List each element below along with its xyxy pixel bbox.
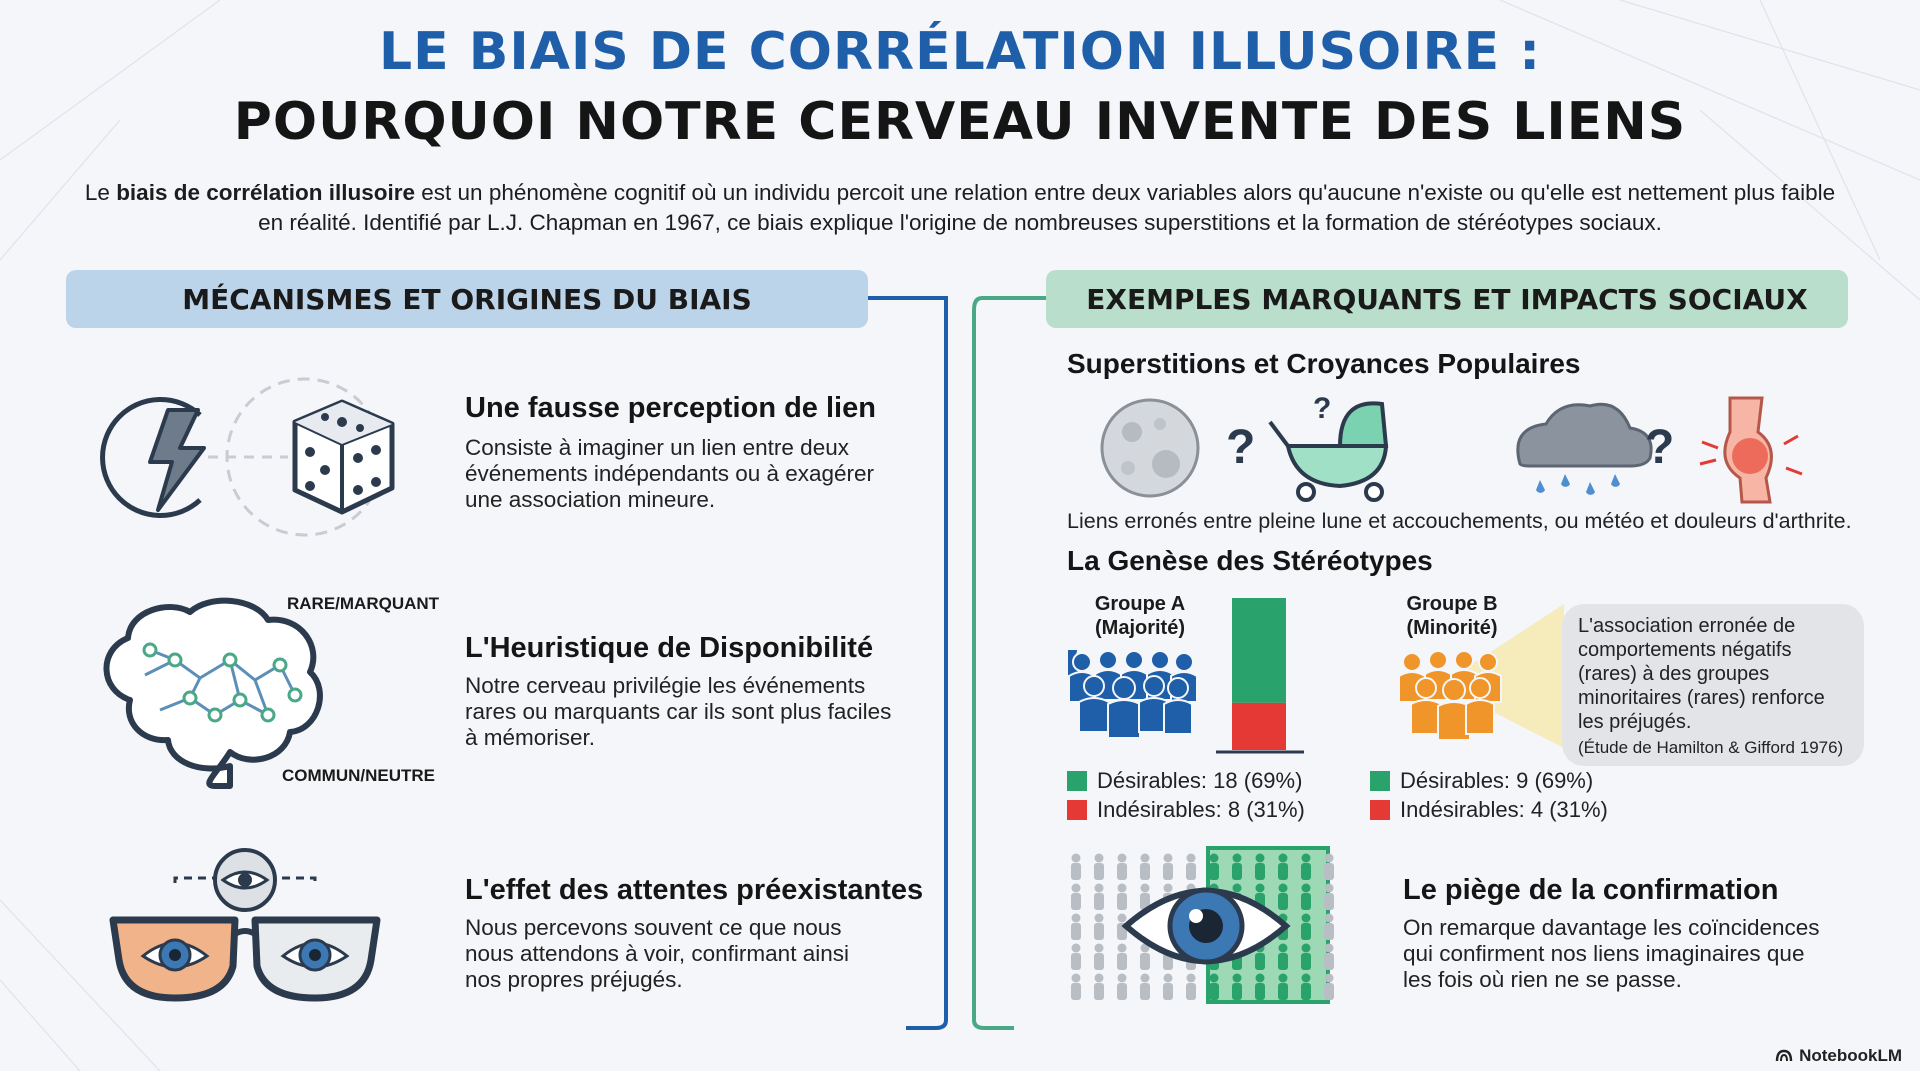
person-figure: [1255, 854, 1265, 881]
glasses-icon: [105, 848, 385, 1008]
person-figure: [1232, 854, 1242, 881]
question-mark-1: ?: [1226, 421, 1256, 474]
superstitions-illustration: [1090, 392, 1810, 504]
group-b-label-line2: (Minorité): [1406, 617, 1498, 639]
item1-text: Consiste à imaginer un lien entre deux événements indépendants ou à exagérer une association mineure.: [465, 435, 875, 512]
group-b-legend-undesirable: [1370, 797, 1608, 823]
bar-desirable: [1232, 598, 1286, 703]
person-figure: [1232, 974, 1242, 1001]
person-figure: [1117, 944, 1127, 971]
bar-undesirable: [1232, 703, 1286, 750]
person-figure: [1094, 974, 1104, 1001]
person-figure: [1071, 974, 1081, 1001]
group-a-desirable-text: Désirables: 18 (69%): [1097, 768, 1303, 793]
person-figure: [1140, 944, 1150, 971]
person-figure: [1278, 944, 1288, 971]
intro-bold-term: biais de corrélation illusoire: [116, 180, 416, 205]
legend-swatch-red: [1067, 800, 1087, 820]
person-figure: [1094, 884, 1104, 911]
item2-title: L'Heuristique de Disponibilité: [465, 632, 874, 664]
group-b-legend-desirable: [1370, 768, 1593, 794]
person-figure: [1301, 944, 1311, 971]
group-a-legend-undesirable: [1067, 797, 1305, 823]
section-header-examples-label: EXEMPLES MARQUANTS ET IMPACTS SOCIAUX: [1086, 282, 1808, 316]
rain-cloud-icon: [1518, 404, 1651, 495]
person-figure: [1324, 884, 1334, 911]
group-b-desirable-text: Désirables: 9 (69%): [1400, 768, 1594, 793]
person-figure: [1324, 974, 1334, 1001]
lightning-dice-illustration: [80, 370, 410, 540]
dice-icon: [295, 402, 392, 512]
person-figure: [1117, 974, 1127, 1001]
notebooklm-icon: [1775, 1049, 1793, 1063]
person-figure: [1301, 884, 1311, 911]
legend-swatch-green: [1067, 771, 1087, 791]
brain-label-common: COMMUN/NEUTRE: [282, 766, 435, 785]
item3-text: Nous percevons souvent ce que nous nous attendons à voir, confirmant ainsi nos propres préjugés.: [465, 915, 849, 992]
item2-text: Notre cerveau privilégie les événements rares ou marquants car ils sont plus faciles à mémoriser.: [465, 673, 892, 750]
person-figure: [1324, 854, 1334, 881]
intro-text-rest: est un phénomène cognitif où un individu percoit une relation entre deux variables alors qu'aucune n'existe ou qu'elle est nettement plus faible en réalité. Identifié par L.J. Chapman en 1967, ce biais explique l'origine de nombreuses superstitions et la formation de stéréotypes sociaux.: [258, 180, 1836, 235]
group-a-undesirable-text: Indésirables: 8 (31%): [1097, 797, 1305, 822]
group-a-label-line1: Groupe A: [1094, 593, 1186, 615]
page-title-line2: POURQUOI NOTRE CERVEAU INVENTE DES LIENS: [233, 92, 1687, 152]
person-figure: [1186, 854, 1196, 881]
person-figure: [1071, 914, 1081, 941]
person-figure: [1301, 974, 1311, 1001]
brand-logo: [1775, 1046, 1902, 1066]
confirmation-eye-illustration: [1066, 846, 1356, 1006]
group-a-label: [1070, 592, 1210, 640]
person-figure: [1186, 974, 1196, 1001]
person-figure: [1117, 854, 1127, 881]
stereotype-callout: [1562, 604, 1864, 766]
person-figure: [1278, 974, 1288, 1001]
stereotypes-title: La Genèse des Stéréotypes: [1067, 545, 1433, 576]
person-figure: [1140, 854, 1150, 881]
confirmation-title: Le piège de la confirmation: [1403, 874, 1779, 906]
intro-text-start: Le: [84, 180, 117, 205]
item1-title: Une fausse perception de lien: [465, 392, 876, 424]
brand-name: NotebookLM: [1799, 1046, 1902, 1065]
question-mark-2: ?: [1313, 392, 1332, 425]
person-figure: [1278, 854, 1288, 881]
section-header-mechanisms: [66, 270, 868, 328]
person-figure: [1163, 974, 1173, 1001]
person-figure: [1117, 884, 1127, 911]
knee-pain-icon: [1700, 398, 1802, 502]
person-figure: [1301, 854, 1311, 881]
legend-swatch-red: [1370, 800, 1390, 820]
person-figure: [1094, 914, 1104, 941]
person-figure: [1094, 854, 1104, 881]
person-figure: [1094, 944, 1104, 971]
section-header-examples: [1046, 270, 1848, 328]
callout-text: L'association erronée de comportements négatifs (rares) à des groupes minoritaires (rares) renforce les préjugés.: [1578, 615, 1825, 733]
eye-icon: [215, 850, 275, 910]
brain-icon: [90, 590, 330, 790]
person-figure: [1140, 974, 1150, 1001]
stereotypes-bar-chart: [1212, 596, 1308, 756]
section-header-mechanisms-label: MÉCANISMES ET ORIGINES DU BIAIS: [182, 282, 752, 316]
person-figure: [1071, 854, 1081, 881]
lightning-icon: [103, 400, 204, 516]
section-divider-brackets-green: [960, 290, 1070, 1030]
person-figure: [1071, 944, 1081, 971]
person-figure: [1071, 884, 1081, 911]
person-figure: [1324, 914, 1334, 941]
question-mark-3: ?: [1645, 421, 1675, 474]
group-a-label-line2: (Majorité): [1095, 617, 1185, 639]
superstitions-title: Superstitions et Croyances Populaires: [1067, 348, 1581, 379]
group-b-undesirable-text: Indésirables: 4 (31%): [1400, 797, 1608, 822]
page-title-line1: LE BIAIS DE CORRÉLATION ILLUSOIRE :: [378, 22, 1542, 82]
person-figure: [1209, 854, 1219, 881]
group-a-people-icon: [1068, 650, 1198, 754]
person-figure: [1301, 914, 1311, 941]
person-figure: [1255, 974, 1265, 1001]
superstitions-caption: Liens erronés entre pleine lune et accouchements, ou météo et douleurs d'arthrite.: [1067, 509, 1852, 533]
brain-label-rare: RARE/MARQUANT: [287, 594, 440, 613]
person-figure: [1163, 854, 1173, 881]
group-b-label-line1: Groupe B: [1406, 593, 1498, 615]
intro-paragraph: [70, 178, 1850, 238]
confirmation-text: On remarque davantage les coïncidences qui confirment nos liens imaginaires que les fois où rien ne se passe.: [1403, 915, 1820, 992]
legend-swatch-green: [1370, 771, 1390, 791]
item3-title: L'effet des attentes préexistantes: [465, 874, 924, 906]
person-figure: [1324, 944, 1334, 971]
moon-icon: [1102, 400, 1198, 496]
group-a-legend-desirable: [1067, 768, 1302, 794]
person-figure: [1209, 974, 1219, 1001]
group-b-people-icon: [1396, 650, 1506, 754]
person-figure: [1278, 884, 1288, 911]
callout-citation: (Étude de Hamilton & Gifford 1976): [1578, 738, 1844, 757]
